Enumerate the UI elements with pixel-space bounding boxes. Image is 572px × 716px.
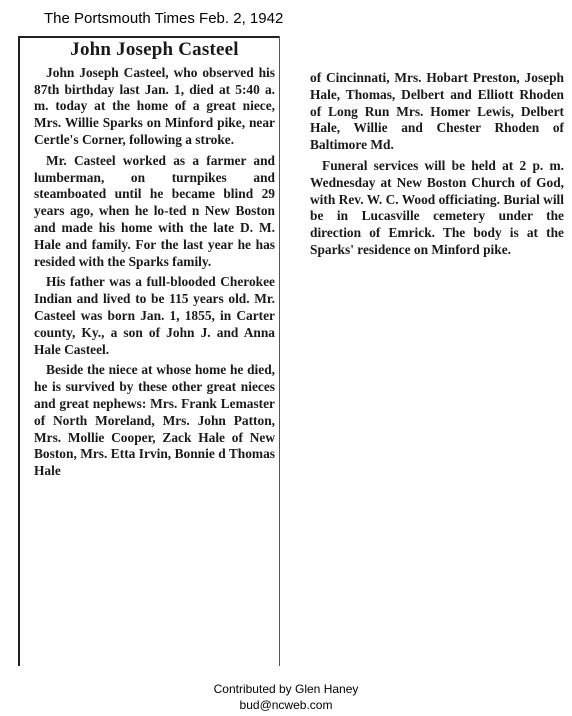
article-column-right xyxy=(310,70,564,370)
article-column-left xyxy=(18,36,280,666)
contributor-credit: Contributed by Glen Haney xyxy=(213,682,359,696)
contributor-email: bud@ncweb.com xyxy=(239,698,333,712)
article-headline: John Joseph Casteel xyxy=(70,39,239,60)
column-top-rule xyxy=(20,36,279,38)
article-paragraph: His father was a full-blooded Cherokee Indian and lived to be 115 years old. Mr. Casteel was born Jan. 1, 1855, in Carter county, Ky., a son of John J. and Anna Hale Casteel. xyxy=(34,274,275,357)
article-paragraph: Mr. Casteel worked as a farmer and lumberman, on turnpikes and steamboated until he became blind 29 years ago, when he lo-ted n New Boston and made his home with the late D. M. Hale and family. For the last year he has resided with the Sparks family. xyxy=(34,152,275,269)
article-paragraph: Funeral services will be held at 2 p. m. Wednesday at New Boston Church of God, with Rev. W. C. Wood officiating. Burial will be in Lucasville cemetery under the direction of Emrick. The body is at the Sparks' residence on Minford pike. xyxy=(310,157,564,257)
newspaper-clipping xyxy=(18,36,566,668)
article-paragraph: of Cincinnati, Mrs. Hobart Preston, Joseph Hale, Thomas, Delbert and Elliott Rhoden of Long Run Mrs. Homer Lewis, Delbert Hale, Willie and Chester Rhoden of Baltimore Md. xyxy=(310,70,564,153)
newspaper-source-date: The Portsmouth Times Feb. 2, 1942 xyxy=(44,10,284,27)
article-paragraph: John Joseph Casteel, who observed his 87th birthday last Jan. 1, died at 5:40 a. m. today at the home of a great niece, Mrs. Willie Sparks on Minford pike, near Certle's Corner, following a stroke. xyxy=(34,64,275,147)
article-paragraph: Beside the niece at whose home he died, he is survived by these other great nieces and great nephews: Mrs. Frank Lemaster of North Moreland, Mrs. John Patton, Mrs. Mollie Cooper, Zack Hale of New Boston, Mrs. Etta Irvin, Bonnie d Thomas Hale xyxy=(34,362,275,479)
